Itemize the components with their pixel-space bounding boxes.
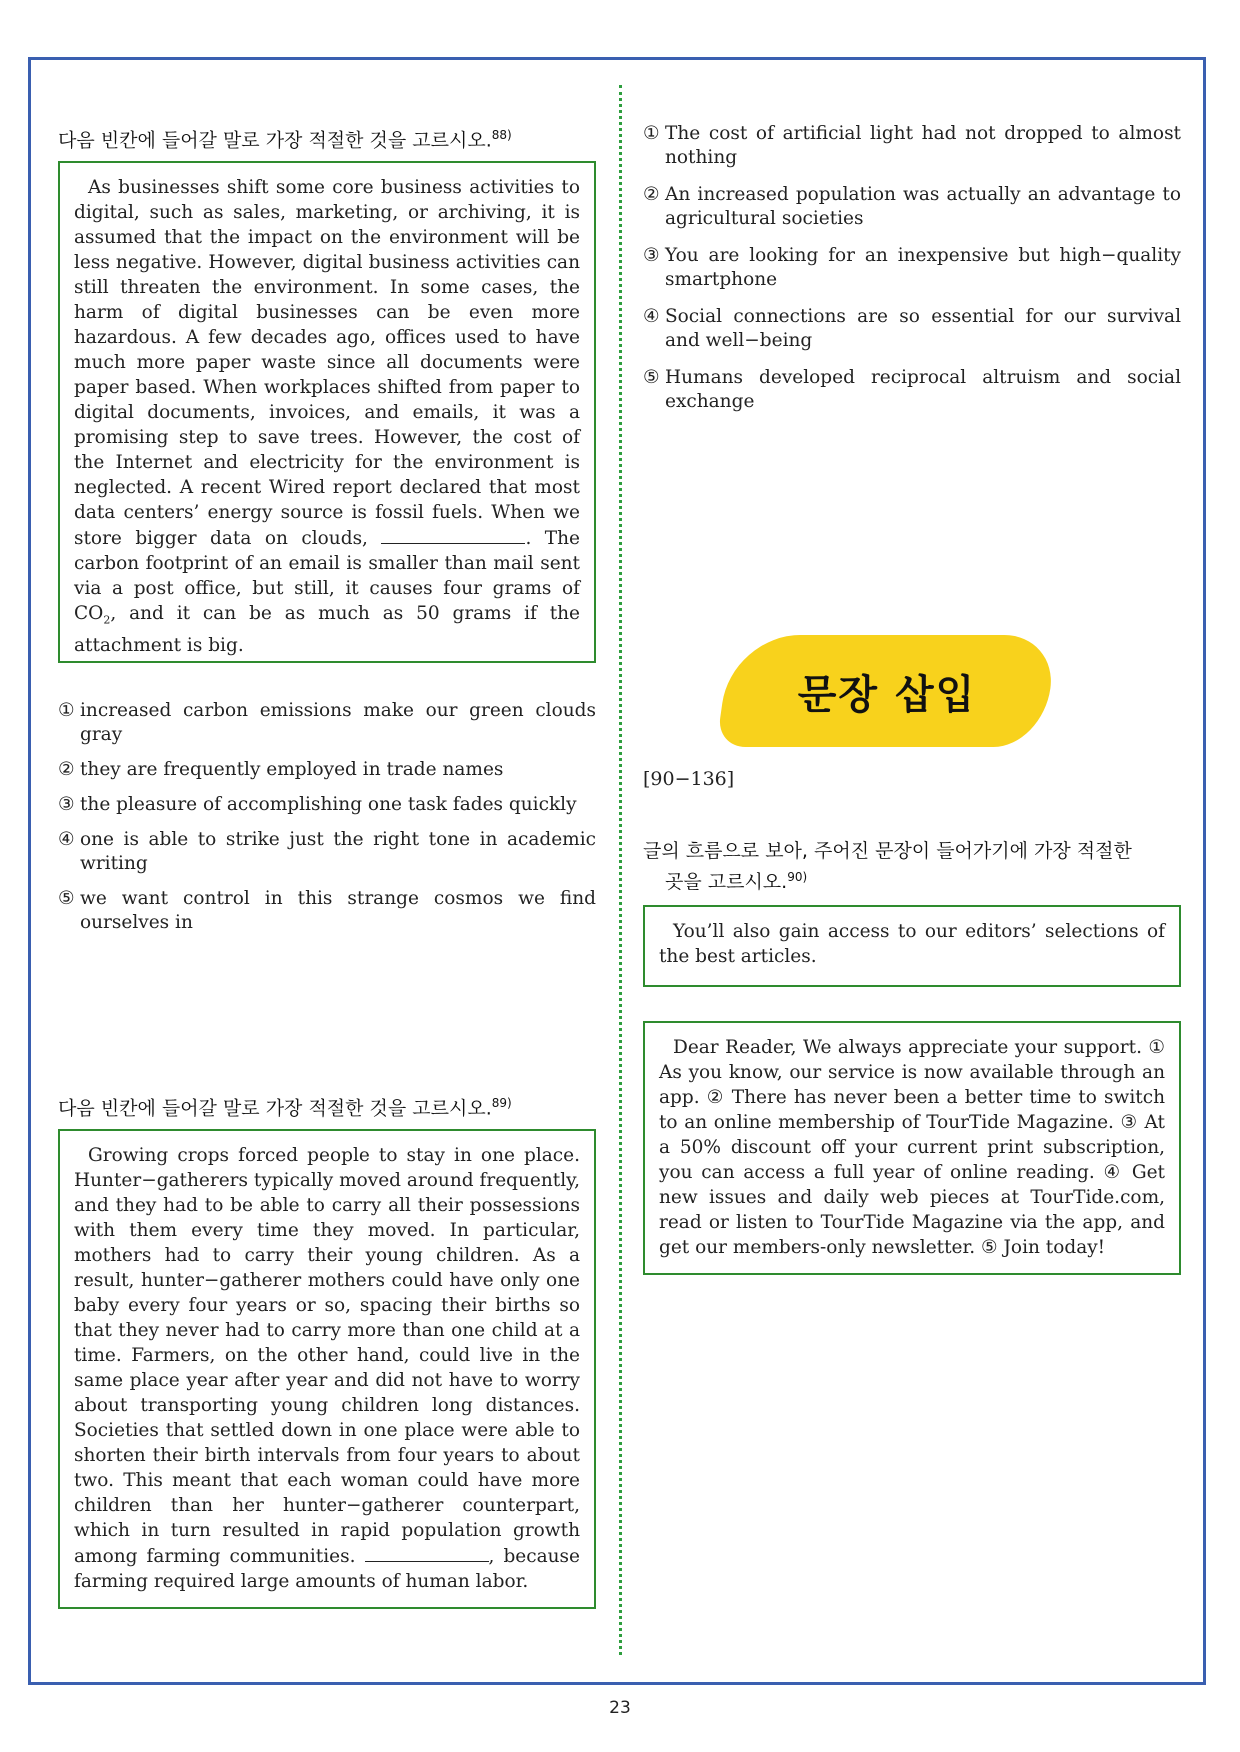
question-88-passage-end: , and it can be as much as 50 grams if the attachment is big. (74, 603, 580, 657)
question-88-passage (74, 175, 580, 658)
choice-text: Social connections are so essential for our survival and well−being (665, 306, 1181, 351)
question-89-heading (58, 1090, 596, 1121)
choice-89-5[interactable] (643, 366, 1181, 414)
choice-88-5[interactable] (58, 887, 596, 935)
question-90-heading (643, 838, 1181, 895)
choice-number: ② (58, 759, 75, 781)
choice-number: ⑤ (58, 888, 75, 910)
question-90-heading-line2: 곳을 고르시오. (665, 871, 788, 894)
choice-89-2[interactable] (643, 183, 1181, 231)
choice-text: increased carbon emissions make our green clouds gray (80, 700, 596, 746)
choice-number: ④ (58, 829, 75, 851)
choice-text: The cost of artificial light had not dropped to almost nothing (665, 123, 1181, 168)
choice-text: the pleasure of accomplishing one task fades quickly (80, 794, 577, 816)
choice-number: ③ (58, 794, 75, 816)
question-88-heading (58, 122, 596, 153)
question-90 (643, 838, 1181, 1275)
choice-text: they are frequently employed in trade names (80, 759, 504, 781)
choice-text: we want control in this strange cosmos we find ourselves in (80, 888, 596, 934)
question-88-footnote: 88) (491, 128, 512, 142)
question-89-blank (365, 1543, 489, 1562)
choice-number: ① (58, 700, 75, 722)
question-90-heading-line1: 글의 흐름으로 보아, 주어진 문장이 들어가기에 가장 적절한 (643, 840, 1132, 862)
question-89-choices-column (643, 122, 1181, 427)
page-number: 23 (609, 1698, 631, 1718)
choice-number: ④ (643, 306, 660, 327)
question-89-passage-before: Growing crops forced people to stay in one place. Hunter−gatherers typically moved around frequently, and they had to be able to carry all their possessions with them every time they moved. In particular, mothers had to carry their young children. As a result, hunter−gatherer mothers could have only one baby every four years or so, spacing their births so that they never had to carry more than one child at a time. Farmers, on the other hand, could live in the same place year after year and did not have to worry about transporting young children long distances. Societies that settled down in one place were able to shorten their birth intervals from four years to about two. This meant that each woman could have more children than her hunter−gatherer counterpart, which in turn resulted in rapid population growth among farming communities. (74, 1145, 580, 1568)
choice-89-3[interactable] (643, 244, 1181, 292)
question-88-choices (58, 699, 596, 935)
question-88-heading-text: 다음 빈칸에 들어갈 말로 가장 적절한 것을 고르시오. (58, 129, 492, 152)
question-88-passage-after: . The carbon footprint of an email is smaller than mail sent via a post office, but still, it causes four grams of CO (74, 528, 580, 625)
choice-text: one is able to strike just the right tone in academic writing (80, 829, 596, 875)
choice-89-4[interactable] (643, 305, 1181, 353)
choice-text: An increased population was actually an advantage to agricultural societies (665, 184, 1181, 229)
question-88-passage-box (58, 161, 596, 663)
question-89-heading-text: 다음 빈칸에 들어갈 말로 가장 적절한 것을 고르시오. (58, 1097, 492, 1120)
choice-number: ⑤ (643, 367, 660, 388)
choice-88-4[interactable] (58, 828, 596, 876)
question-88-blank (381, 525, 525, 544)
question-89-passage (74, 1143, 580, 1594)
question-range: [90−136] (643, 768, 735, 790)
question-90-footnote: 90) (787, 870, 808, 884)
question-89 (58, 1090, 596, 1609)
question-90-passage-box (643, 1021, 1181, 1275)
question-89-passage-after: , because farming required large amounts of human labor. (74, 1546, 580, 1593)
column-divider (619, 85, 622, 1655)
question-88 (58, 122, 596, 946)
choice-number: ③ (643, 245, 660, 266)
choice-text: Humans developed reciprocal altruism and social exchange (665, 367, 1181, 412)
question-90-passage: Dear Reader, We always appreciate your support. ① As you know, our service is now available through an app. ② There has never been a better time to switch to an online membership of TourTide Magazine. ③ At a 50% discount off your current print subscription, you can access a full year of online reading. ④ Get new issues and daily web pieces at TourTide.com, read or listen to TourTide Magazine via the app, and get our members-only newsletter. ⑤ Join today! (659, 1037, 1165, 1259)
question-88-passage-before: As businesses shift some core business activities to digital, such as sales, marketing, or archiving, it is assumed that the impact on the environment will be less negative. However, digital business activities can still threaten the environment. In some cases, the harm of digital businesses can be even more hazardous. A few decades ago, offices used to have much more paper waste since all documents were paper based. When workplaces shifted from paper to digital documents, invoices, and emails, it was a promising step to save trees. However, the cost of the Internet and electricity for the environment is neglected. A recent Wired report declared that most data centers’ energy source is fossil fuels. When we store bigger data on clouds, (74, 177, 580, 550)
given-sentence-box (643, 905, 1181, 987)
given-sentence: You’ll also gain access to our editors’ selections of the best articles. (659, 921, 1165, 968)
question-89-passage-box (58, 1129, 596, 1609)
choice-number: ① (643, 123, 660, 144)
choice-88-2[interactable] (58, 758, 596, 782)
question-89-footnote: 89) (491, 1096, 512, 1110)
choice-88-1[interactable] (58, 699, 596, 747)
choice-number: ② (643, 184, 660, 205)
choice-89-1[interactable] (643, 122, 1181, 170)
choice-88-3[interactable] (58, 793, 596, 817)
co2-subscript: 2 (103, 614, 111, 628)
section-title: 문장 삽입 (797, 671, 977, 718)
question-89-choices (643, 122, 1181, 414)
choice-text: You are looking for an inexpensive but high−quality smartphone (665, 245, 1181, 290)
